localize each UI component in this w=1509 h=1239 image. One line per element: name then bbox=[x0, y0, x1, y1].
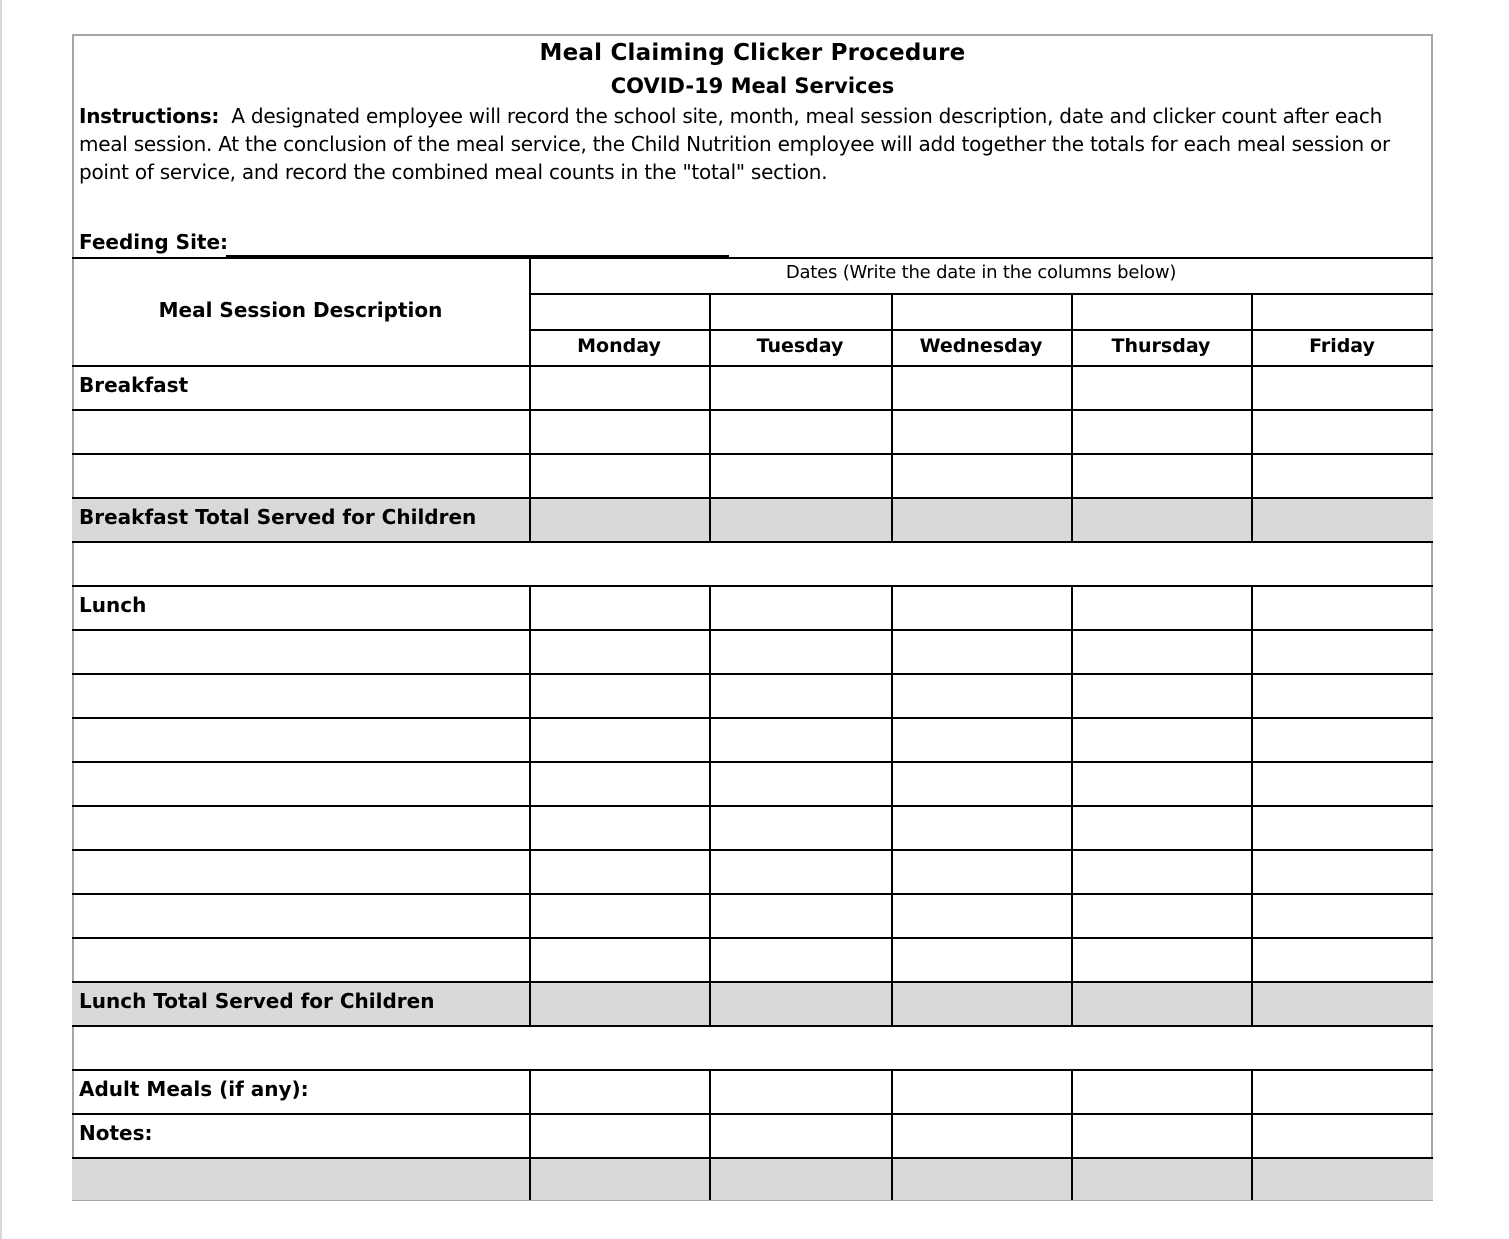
column-divider bbox=[529, 585, 531, 1025]
day-divider bbox=[891, 585, 893, 1025]
day-divider bbox=[709, 1069, 711, 1200]
date-entry-friday[interactable] bbox=[1253, 295, 1431, 327]
day-header-tuesday: Tuesday bbox=[756, 335, 844, 357]
instructions-text: A designated employee will record the school site, month, meal session description, date and clicker count after each meal session. At the conclusion of the meal service, the Child Nutrition employee will add together the totals for each meal session or point of service, and record the combined meal counts in the "total" section. bbox=[79, 104, 1390, 184]
clicker-form-sheet bbox=[72, 34, 1433, 1201]
day-divider bbox=[891, 293, 893, 541]
lunch-total-shade-cell[interactable] bbox=[709, 981, 891, 1025]
table-rule bbox=[72, 409, 1433, 411]
table-rule bbox=[72, 849, 1433, 851]
final-row-shade-cell[interactable] bbox=[1071, 1157, 1251, 1200]
table-rule bbox=[72, 1025, 1433, 1027]
lunch-total-shade-cell[interactable] bbox=[1251, 981, 1433, 1025]
day-header-wednesday: Wednesday bbox=[919, 335, 1043, 357]
date-entry-monday[interactable] bbox=[531, 295, 707, 327]
table-rule bbox=[72, 541, 1433, 543]
table-rule bbox=[72, 585, 1433, 587]
date-entry-tuesday[interactable] bbox=[711, 295, 889, 327]
breakfast-label: Breakfast bbox=[79, 373, 189, 397]
lunch-label: Lunch bbox=[79, 593, 147, 617]
breakfast-total-shade-cell[interactable] bbox=[529, 497, 709, 541]
day-header-friday: Friday bbox=[1309, 335, 1375, 357]
table-rule bbox=[72, 1157, 1433, 1159]
table-rule bbox=[72, 257, 1433, 259]
table-rule bbox=[72, 1069, 1433, 1071]
dates-header: Dates (Write the date in the columns below) bbox=[785, 262, 1177, 283]
lunch-total-shade-cell[interactable] bbox=[1071, 981, 1251, 1025]
adult-meals-label: Adult Meals (if any): bbox=[79, 1077, 309, 1101]
table-rule bbox=[72, 673, 1433, 675]
final-row-shade-cell[interactable] bbox=[1251, 1157, 1433, 1200]
day-divider bbox=[1251, 293, 1253, 541]
breakfast-total-shade-cell[interactable] bbox=[709, 497, 891, 541]
final-row-shade-cell[interactable] bbox=[529, 1157, 709, 1200]
day-divider bbox=[1071, 1069, 1073, 1200]
table-rule bbox=[72, 937, 1433, 939]
day-divider bbox=[891, 1069, 893, 1200]
breakfast-total-shade-cell[interactable] bbox=[1251, 497, 1433, 541]
table-rule bbox=[72, 893, 1433, 895]
form-subtitle: COVID-19 Meal Services bbox=[610, 74, 895, 98]
breakfast-total-shade-cell[interactable] bbox=[891, 497, 1071, 541]
table-rule bbox=[72, 497, 1433, 499]
day-header-monday: Monday bbox=[577, 335, 661, 357]
day-divider bbox=[1071, 293, 1073, 541]
table-rule bbox=[72, 453, 1433, 455]
final-row-shade-cell[interactable] bbox=[709, 1157, 891, 1200]
table-rule bbox=[72, 629, 1433, 631]
day-divider bbox=[1251, 585, 1253, 1025]
day-divider bbox=[709, 293, 711, 541]
form-title: Meal Claiming Clicker Procedure bbox=[539, 40, 966, 66]
table-rule bbox=[72, 1113, 1433, 1115]
table-rule bbox=[72, 805, 1433, 807]
day-header-thursday: Thursday bbox=[1111, 335, 1211, 357]
breakfast-total-shade-cell[interactable] bbox=[1071, 497, 1251, 541]
table-rule bbox=[72, 761, 1433, 763]
lunch-total-label: Lunch Total Served for Children bbox=[79, 989, 435, 1013]
instructions-label: Instructions: bbox=[79, 104, 220, 128]
date-entry-thursday[interactable] bbox=[1073, 295, 1249, 327]
column-divider bbox=[529, 1069, 531, 1200]
meal-session-header: Meal Session Description bbox=[158, 298, 443, 322]
table-rule bbox=[72, 717, 1433, 719]
lunch-total-shade-cell[interactable] bbox=[529, 981, 709, 1025]
instructions-block bbox=[79, 102, 1409, 186]
date-entry-wednesday[interactable] bbox=[893, 295, 1069, 327]
final-row-shade-cell[interactable] bbox=[891, 1157, 1071, 1200]
day-divider bbox=[1251, 1069, 1253, 1200]
feeding-site-label: Feeding Site: bbox=[79, 230, 229, 254]
table-rule bbox=[72, 981, 1433, 983]
day-divider bbox=[1071, 585, 1073, 1025]
notes-label: Notes: bbox=[79, 1121, 153, 1145]
lunch-total-shade-cell[interactable] bbox=[891, 981, 1071, 1025]
date-header-rule bbox=[529, 329, 1433, 331]
page-edge bbox=[0, 0, 2, 1239]
table-rule bbox=[72, 365, 1433, 367]
breakfast-total-label: Breakfast Total Served for Children bbox=[79, 505, 477, 529]
day-divider bbox=[709, 585, 711, 1025]
